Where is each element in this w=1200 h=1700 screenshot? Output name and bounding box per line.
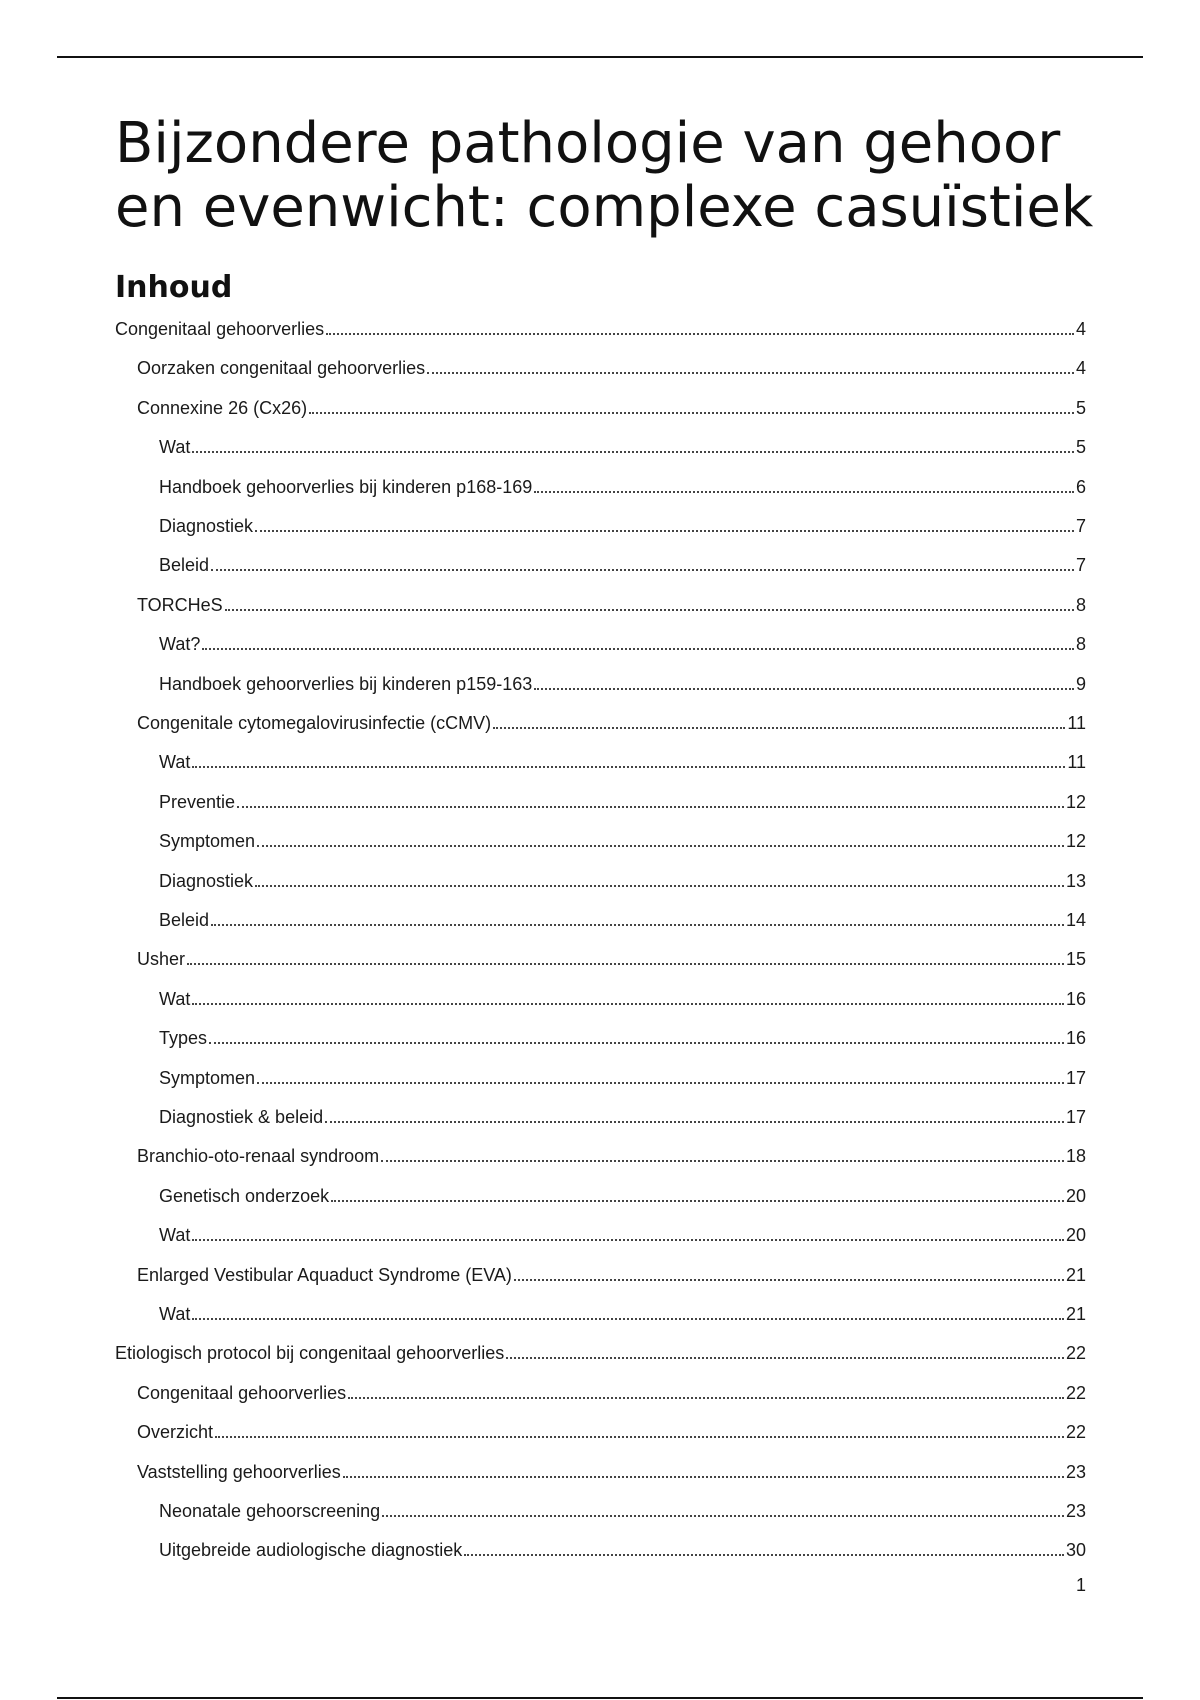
toc-dot-leader <box>493 727 1065 729</box>
toc-entry[interactable] <box>159 907 1086 933</box>
toc-entry-label: Enlarged Vestibular Aquaduct Syndrome (EVA) <box>137 1264 512 1285</box>
toc-entry-page: 5 <box>1075 397 1086 418</box>
toc-entry-page: 4 <box>1075 319 1086 339</box>
toc-entry-page: 22 <box>1065 1382 1086 1403</box>
toc-dot-leader <box>192 1318 1064 1320</box>
toc-entry-page: 7 <box>1075 555 1086 576</box>
toc-dot-leader <box>192 1003 1064 1005</box>
toc-entry[interactable] <box>115 1340 1086 1366</box>
toc-entry-page: 30 <box>1065 1540 1086 1561</box>
toc-entry[interactable] <box>137 1419 1086 1445</box>
toc-entry-label: Branchio-oto-renaal syndroom <box>137 1146 380 1167</box>
toc-entry-page: 21 <box>1065 1304 1086 1324</box>
toc-entry-label: Diagnostiek & beleid <box>159 1107 324 1127</box>
toc-entry[interactable] <box>159 1498 1086 1524</box>
toc-entry-label: Wat <box>159 752 191 773</box>
toc-entry-label: Beleid <box>159 555 210 576</box>
toc-dot-leader <box>325 1121 1064 1123</box>
toc-entry-label: Wat <box>159 437 191 458</box>
toc-entry-label: Etiologisch protocol bij congenitaal gehoorverlies <box>115 1343 505 1364</box>
toc-dot-leader <box>381 1160 1064 1162</box>
toc-entry[interactable] <box>159 749 1086 775</box>
toc-entry-page: 16 <box>1065 988 1086 1009</box>
toc-entry-page: 12 <box>1065 831 1086 852</box>
toc-entry-page: 17 <box>1065 1067 1086 1088</box>
toc-entry[interactable] <box>137 592 1086 618</box>
toc-entry[interactable] <box>159 1025 1086 1051</box>
toc-entry-label: Wat <box>159 1225 191 1246</box>
toc-entry-label: Preventie <box>159 791 236 812</box>
toc-entry-label: Wat? <box>159 634 201 655</box>
toc-dot-leader <box>255 885 1064 887</box>
toc-entry-page: 20 <box>1065 1185 1086 1206</box>
toc-dot-leader <box>211 924 1064 926</box>
toc-entry-page: 21 <box>1065 1264 1086 1285</box>
toc-entry-label: Wat <box>159 988 191 1009</box>
toc-dot-leader <box>427 372 1074 374</box>
toc-dot-leader <box>255 530 1074 532</box>
toc-dot-leader <box>225 609 1074 611</box>
toc-entry[interactable] <box>137 1262 1086 1288</box>
toc-dot-leader <box>192 1239 1064 1241</box>
toc-dot-leader <box>331 1200 1064 1202</box>
toc-entry-label: Usher <box>137 949 186 970</box>
toc-entry[interactable] <box>159 552 1086 578</box>
toc-dot-leader <box>506 1357 1064 1359</box>
toc-entry-page: 22 <box>1065 1343 1086 1364</box>
toc-entry[interactable] <box>159 1104 1086 1130</box>
toc-entry-label: Symptomen <box>159 1067 256 1088</box>
toc-entry-label: Neonatale gehoorscreening <box>159 1501 381 1521</box>
toc-entry-page: 6 <box>1075 476 1086 497</box>
toc-entry-label: Vaststelling gehoorverlies <box>137 1461 341 1482</box>
toc-dot-leader <box>211 569 1074 571</box>
toc-entry[interactable] <box>137 1459 1086 1485</box>
toc-dot-leader <box>192 766 1065 768</box>
toc-entry-page: 8 <box>1075 594 1086 615</box>
toc-entry-page: 11 <box>1067 713 1086 733</box>
toc-entry-page: 13 <box>1065 870 1086 891</box>
toc-entry-page: 23 <box>1065 1461 1086 1482</box>
toc-entry[interactable] <box>137 355 1086 381</box>
toc-entry[interactable] <box>137 946 1086 972</box>
toc-entry[interactable] <box>159 1065 1086 1091</box>
toc-dot-leader <box>192 451 1074 453</box>
toc-entry-label: Handboek gehoorverlies bij kinderen p159-163 <box>159 673 533 694</box>
toc-entry-page: 12 <box>1065 791 1086 812</box>
toc-entry-label: Symptomen <box>159 831 256 852</box>
toc-entry[interactable] <box>137 1380 1086 1406</box>
toc-entry-page: 18 <box>1065 1146 1086 1167</box>
toc-entry[interactable] <box>159 828 1086 854</box>
toc-entry-page: 5 <box>1075 437 1086 458</box>
toc-entry-page: 4 <box>1075 358 1086 379</box>
toc-dot-leader <box>209 1042 1064 1044</box>
toc-entry[interactable] <box>159 1222 1086 1248</box>
toc-entry-page: 11 <box>1067 752 1086 773</box>
toc-entry[interactable] <box>159 671 1086 697</box>
toc-heading: Inhoud <box>115 270 233 305</box>
toc-entry[interactable] <box>159 789 1086 815</box>
top-rule <box>57 56 1143 58</box>
toc-entry-page: 8 <box>1075 634 1086 655</box>
document-title: Bijzondere pathologie van gehoor en evenwicht: complexe casuïstiek <box>115 111 1094 240</box>
toc-entry[interactable] <box>137 395 1086 421</box>
toc-entry-page: 7 <box>1075 516 1086 536</box>
toc-dot-leader <box>202 648 1074 650</box>
toc-entry-label: Congenitaal gehoorverlies <box>115 319 325 339</box>
toc-entry[interactable] <box>159 513 1086 539</box>
toc-entry-page: 9 <box>1075 673 1086 694</box>
toc-entry[interactable] <box>159 434 1086 460</box>
toc-entry[interactable] <box>137 710 1086 736</box>
toc-entry-page: 20 <box>1065 1225 1086 1246</box>
toc-entry-page: 23 <box>1065 1501 1086 1521</box>
toc-entry[interactable] <box>159 868 1086 894</box>
toc-dot-leader <box>382 1515 1064 1517</box>
toc-entry-label: Diagnostiek <box>159 870 254 891</box>
toc-dot-leader <box>464 1554 1064 1556</box>
toc-dot-leader <box>257 845 1064 847</box>
toc-entry[interactable] <box>159 1183 1086 1209</box>
toc-dot-leader <box>257 1082 1064 1084</box>
toc-entry-page: 22 <box>1065 1422 1086 1443</box>
toc-entry-label: Diagnostiek <box>159 516 254 536</box>
toc-entry-label: Congenitaal gehoorverlies <box>137 1382 347 1403</box>
toc-entry-page: 15 <box>1065 949 1086 970</box>
page-number: 1 <box>1075 1575 1086 1595</box>
toc-entry[interactable] <box>137 1143 1086 1169</box>
toc-entry-label: Uitgebreide audiologische diagnostiek <box>159 1540 463 1561</box>
toc-entry-label: Overzicht <box>137 1422 214 1443</box>
toc-entry[interactable] <box>159 474 1086 500</box>
toc-entry-label: Oorzaken congenitaal gehoorverlies <box>137 358 426 379</box>
bottom-rule <box>57 1697 1143 1699</box>
toc-dot-leader <box>343 1476 1064 1478</box>
toc-dot-leader <box>348 1397 1064 1399</box>
toc-entry[interactable] <box>115 316 1086 342</box>
toc-entry-page: 16 <box>1065 1028 1086 1049</box>
toc-dot-leader <box>237 806 1064 808</box>
toc-entry[interactable] <box>159 986 1086 1012</box>
toc-dot-leader <box>326 333 1074 335</box>
toc-entry[interactable] <box>159 1301 1086 1327</box>
toc-entry[interactable] <box>159 631 1086 657</box>
toc-entry[interactable] <box>159 1537 1086 1563</box>
toc-dot-leader <box>215 1436 1064 1438</box>
toc-dot-leader <box>534 491 1074 493</box>
toc-dot-leader <box>187 963 1064 965</box>
toc-entry-label: Wat <box>159 1304 191 1324</box>
toc-entry-label: Congenitale cytomegalovirusinfectie (cCMV) <box>137 713 492 733</box>
toc-entry-label: TORCHeS <box>137 594 223 615</box>
toc-entry-page: 14 <box>1065 910 1086 930</box>
toc-entry-label: Connexine 26 (Cx26) <box>137 397 308 418</box>
toc-dot-leader <box>514 1279 1064 1281</box>
toc-entry-label: Handboek gehoorverlies bij kinderen p168-169 <box>159 476 533 497</box>
toc-dot-leader <box>534 688 1074 690</box>
toc-entry-page: 17 <box>1065 1107 1086 1127</box>
toc-dot-leader <box>309 412 1074 414</box>
toc-entry-label: Types <box>159 1028 208 1049</box>
toc-entry-label: Genetisch onderzoek <box>159 1185 330 1206</box>
toc-entry-label: Beleid <box>159 910 210 930</box>
